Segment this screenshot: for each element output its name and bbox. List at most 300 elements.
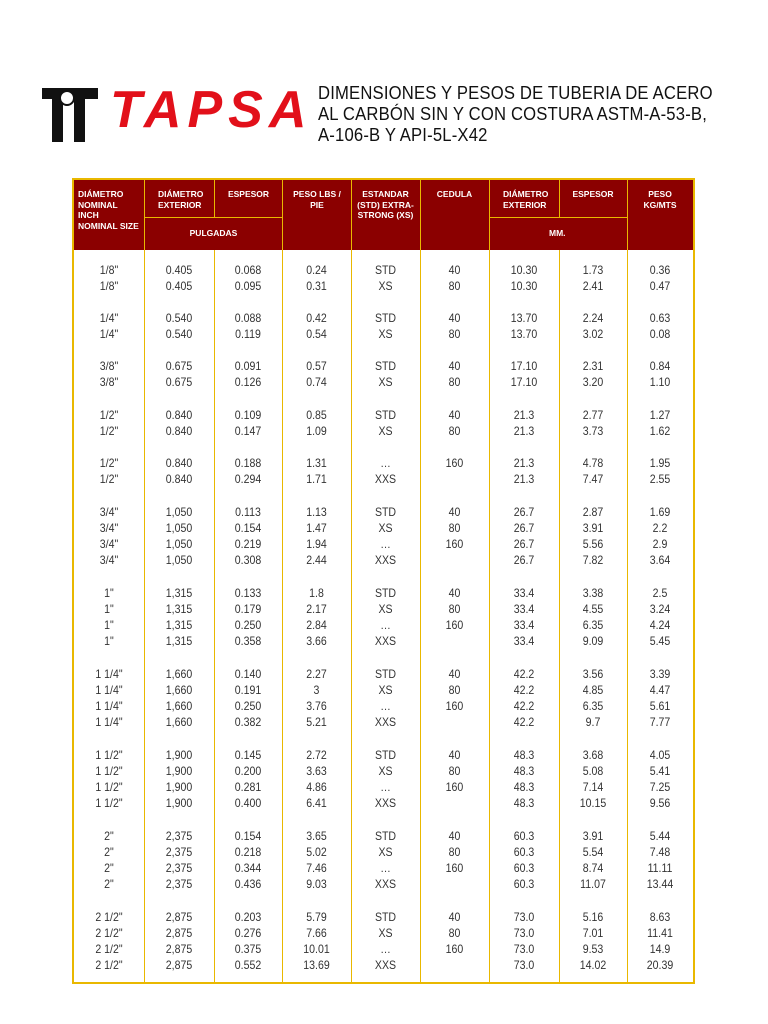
cell-diametro-exterior-mm: 10.30: [510, 279, 538, 293]
cell-diametro-exterior: 2,375: [165, 845, 193, 859]
cell-diametro-exterior-mm: 26.7: [513, 505, 535, 519]
cell-peso-kg: 4.47: [649, 683, 671, 697]
cell-peso-lbs: 2.17: [306, 602, 327, 616]
cell-espesor: 0.281: [234, 780, 262, 794]
cell-peso-kg: 1.62: [649, 424, 671, 438]
cell-nominal-size: 3/4": [99, 553, 119, 567]
table-header: [74, 180, 693, 250]
header-estandar: ESTANDAR (STD) EXTRA- STRONG (XS): [357, 189, 414, 220]
cell-estandar: XXS: [374, 634, 397, 648]
cell-espesor-mm: 4.55: [582, 602, 604, 616]
cell-estandar: XXS: [374, 553, 397, 567]
cell-estandar: …: [380, 537, 391, 551]
cell-diametro-exterior: 1,660: [165, 715, 193, 729]
table-row: [74, 633, 693, 649]
document-title: [318, 82, 714, 145]
cell-estandar: …: [380, 618, 391, 632]
table-row: [74, 471, 693, 487]
table-row: [74, 278, 693, 294]
cell-peso-lbs: 3: [313, 683, 320, 697]
cell-espesor: 0.200: [234, 764, 262, 778]
cell-diametro-exterior-mm: 17.10: [510, 375, 538, 389]
cell-nominal-size: 2": [104, 845, 114, 859]
header-peso-lbs: PESO LBS / PIE: [293, 189, 341, 210]
cell-peso-kg: 5.44: [649, 829, 671, 843]
cell-diametro-exterior-mm: 10.30: [510, 263, 538, 277]
cell-espesor: 0.095: [234, 279, 262, 293]
cell-espesor: 0.552: [234, 958, 262, 972]
cell-peso-kg: 2.55: [649, 472, 671, 486]
pipe-dimensions-table: [72, 178, 695, 984]
cell-peso-lbs: 0.24: [306, 263, 327, 277]
cell-peso-lbs: 0.31: [306, 279, 327, 293]
cell-espesor-mm: 4.85: [582, 683, 604, 697]
cell-estandar: XXS: [374, 472, 397, 486]
cell-espesor-mm: 3.02: [582, 327, 604, 341]
cell-diametro-exterior: 2,875: [165, 942, 193, 956]
table-row: [74, 407, 693, 423]
cell-peso-kg: 3.64: [649, 553, 671, 567]
cell-diametro-exterior: 0.540: [165, 311, 193, 325]
cell-diametro-exterior: 2,875: [165, 910, 193, 924]
cell-cedula: 40: [448, 910, 461, 924]
cell-espesor: 0.344: [234, 861, 262, 875]
header-diametro-exterior-mm: DIÁMETRO EXTERIOR: [503, 189, 549, 210]
cell-nominal-size: 1": [104, 618, 114, 632]
table-row: [74, 504, 693, 520]
cell-diametro-exterior: 2,375: [165, 829, 193, 843]
cell-diametro-exterior: 1,900: [165, 748, 193, 762]
cell-estandar: XS: [378, 279, 393, 293]
cell-diametro-exterior: 0.840: [165, 456, 193, 470]
table-row: [74, 310, 693, 326]
cell-espesor: 0.203: [234, 910, 262, 924]
cell-estandar: XS: [378, 327, 393, 341]
cell-diametro-exterior: 1,315: [165, 634, 193, 648]
cell-peso-kg: 11.11: [647, 861, 673, 875]
cell-peso-kg: 7.48: [649, 845, 671, 859]
cell-diametro-exterior: 1,050: [165, 521, 193, 535]
cell-peso-lbs: 0.54: [306, 327, 327, 341]
table-row: [74, 358, 693, 374]
cell-peso-kg: 0.08: [649, 327, 671, 341]
cell-peso-lbs: 0.85: [306, 408, 327, 422]
tapsa-logo-icon: [42, 84, 102, 142]
cell-peso-lbs: 3.76: [306, 699, 327, 713]
cell-diametro-exterior: 0.540: [165, 327, 193, 341]
cell-espesor-mm: 5.16: [582, 910, 604, 924]
cell-espesor: 0.436: [234, 877, 262, 891]
cell-nominal-size: 2 1/2": [95, 942, 123, 956]
cell-peso-lbs: 1.71: [306, 472, 327, 486]
cell-diametro-exterior: 0.675: [165, 359, 193, 373]
cell-estandar: STD: [374, 586, 397, 600]
cell-espesor: 0.140: [234, 667, 262, 681]
cell-estandar: …: [380, 780, 391, 794]
table-row: [74, 795, 693, 811]
cell-espesor-mm: 6.35: [582, 699, 604, 713]
cell-peso-lbs: 5.79: [306, 910, 327, 924]
cell-espesor: 0.294: [234, 472, 262, 486]
cell-nominal-size: 1 1/2": [95, 764, 123, 778]
cell-espesor: 0.179: [234, 602, 262, 616]
cell-diametro-exterior: 1,050: [165, 537, 193, 551]
cell-peso-lbs: 1.09: [306, 424, 327, 438]
cell-nominal-size: 3/4": [99, 537, 119, 551]
cell-diametro-exterior-mm: 48.3: [513, 780, 535, 794]
cell-diametro-exterior-mm: 60.3: [513, 861, 535, 875]
cell-estandar: XS: [378, 764, 393, 778]
cell-peso-kg: 5.45: [649, 634, 671, 648]
table-row: [74, 536, 693, 552]
cell-espesor: 0.088: [234, 311, 262, 325]
cell-peso-kg: 3.24: [649, 602, 671, 616]
cell-peso-kg: 3.39: [649, 667, 671, 681]
cell-cedula: 80: [448, 279, 461, 293]
cell-peso-lbs: 3.63: [306, 764, 327, 778]
table-row: [74, 326, 693, 342]
table-row: [74, 844, 693, 860]
cell-peso-lbs: 2.44: [306, 553, 327, 567]
cell-espesor: 0.068: [234, 263, 262, 277]
cell-espesor-mm: 14.02: [579, 958, 607, 972]
cell-diametro-exterior: 2,875: [165, 926, 193, 940]
cell-peso-kg: 1.95: [649, 456, 671, 470]
header-espesor: ESPESOR: [227, 189, 270, 199]
cell-estandar: STD: [374, 505, 397, 519]
table-row: [74, 909, 693, 925]
cell-peso-kg: 7.77: [649, 715, 671, 729]
cell-espesor-mm: 3.38: [582, 586, 604, 600]
cell-espesor: 0.154: [234, 521, 262, 535]
cell-diametro-exterior-mm: 42.2: [513, 699, 535, 713]
cell-cedula: 80: [448, 521, 461, 535]
cell-estandar: XS: [378, 375, 393, 389]
cell-nominal-size: 1/4": [99, 311, 119, 325]
cell-peso-lbs: 7.66: [306, 926, 327, 940]
brand-name: TAPSA: [110, 81, 313, 139]
cell-espesor: 0.276: [234, 926, 262, 940]
cell-cedula: 80: [448, 327, 461, 341]
cell-estandar: STD: [374, 667, 397, 681]
cell-espesor: 0.400: [234, 796, 262, 810]
cell-diametro-exterior-mm: 60.3: [513, 877, 535, 891]
cell-espesor: 0.375: [234, 942, 262, 956]
table-row: [74, 601, 693, 617]
cell-peso-kg: 9.56: [649, 796, 671, 810]
cell-espesor: 0.147: [234, 424, 262, 438]
cell-nominal-size: 1/2": [99, 424, 119, 438]
cell-peso-lbs: 1.31: [306, 456, 327, 470]
cell-nominal-size: 1": [104, 602, 114, 616]
cell-nominal-size: 1": [104, 634, 114, 648]
cell-diametro-exterior-mm: 13.70: [510, 327, 538, 341]
cell-espesor: 0.133: [234, 586, 262, 600]
cell-diametro-exterior: 0.840: [165, 472, 193, 486]
cell-cedula: 80: [448, 602, 461, 616]
cell-nominal-size: 2 1/2": [95, 910, 123, 924]
cell-cedula: 40: [448, 505, 461, 519]
cell-peso-kg: 20.39: [646, 958, 674, 972]
table-row: [74, 520, 693, 536]
cell-diametro-exterior-mm: 21.3: [513, 408, 535, 422]
cell-nominal-size: 1 1/2": [95, 796, 123, 810]
cell-diametro-exterior-mm: 33.4: [513, 602, 535, 616]
cell-diametro-exterior-mm: 48.3: [513, 796, 535, 810]
cell-diametro-exterior: 1,660: [165, 667, 193, 681]
cell-cedula: 160: [445, 537, 464, 551]
cell-espesor-mm: 2.31: [582, 359, 604, 373]
cell-cedula: 40: [448, 586, 461, 600]
cell-cedula: 80: [448, 424, 461, 438]
cell-nominal-size: 3/8": [99, 375, 119, 389]
cell-peso-kg: 1.69: [649, 505, 671, 519]
cell-estandar: XXS: [374, 796, 397, 810]
header-nominal-size: DIÁMETRO NOMINAL INCH NOMINAL SIZE: [78, 189, 139, 231]
cell-espesor-mm: 9.7: [585, 715, 601, 729]
header-peso-kg: PESO KG/MTS: [643, 189, 677, 210]
cell-espesor-mm: 1.73: [582, 263, 604, 277]
cell-diametro-exterior-mm: 33.4: [513, 618, 535, 632]
table-row: [74, 925, 693, 941]
cell-espesor: 0.219: [234, 537, 262, 551]
cell-peso-kg: 4.05: [649, 748, 671, 762]
cell-nominal-size: 1/2": [99, 472, 119, 486]
cell-estandar: XXS: [374, 877, 397, 891]
cell-cedula: 80: [448, 375, 461, 389]
cell-peso-lbs: 1.47: [306, 521, 327, 535]
cell-diametro-exterior-mm: 73.0: [513, 942, 535, 956]
cell-peso-kg: 8.63: [649, 910, 671, 924]
cell-nominal-size: 2 1/2": [95, 958, 123, 972]
cell-espesor: 0.113: [235, 505, 261, 519]
cell-diametro-exterior-mm: 26.7: [513, 521, 535, 535]
table-row: [74, 779, 693, 795]
cell-peso-lbs: 0.74: [306, 375, 327, 389]
cell-espesor-mm: 5.56: [582, 537, 604, 551]
table-row: [74, 682, 693, 698]
cell-espesor-mm: 3.56: [582, 667, 604, 681]
cell-cedula: 80: [448, 764, 461, 778]
table-row: [74, 747, 693, 763]
cell-cedula: 80: [448, 683, 461, 697]
cell-peso-kg: 0.63: [649, 311, 671, 325]
cell-nominal-size: 3/8": [99, 359, 119, 373]
table-row: [74, 698, 693, 714]
cell-diametro-exterior-mm: 21.3: [513, 472, 535, 486]
cell-nominal-size: 1/2": [99, 456, 119, 470]
cell-espesor-mm: 9.09: [582, 634, 604, 648]
cell-diametro-exterior-mm: 33.4: [513, 586, 535, 600]
cell-nominal-size: 3/4": [99, 521, 119, 535]
table-row: [74, 763, 693, 779]
table-row: [74, 262, 693, 278]
cell-diametro-exterior: 2,875: [165, 958, 193, 972]
cell-diametro-exterior-mm: 33.4: [513, 634, 535, 648]
cell-espesor: 0.250: [234, 618, 262, 632]
cell-peso-kg: 5.41: [649, 764, 671, 778]
cell-diametro-exterior-mm: 42.2: [513, 683, 535, 697]
table-row: [74, 941, 693, 957]
table-row: [74, 423, 693, 439]
table-row: [74, 876, 693, 892]
cell-cedula: 160: [445, 861, 464, 875]
cell-espesor: 0.091: [234, 359, 262, 373]
cell-estandar: XS: [378, 602, 393, 616]
cell-peso-lbs: 5.02: [306, 845, 327, 859]
cell-nominal-size: 2": [104, 861, 114, 875]
cell-estandar: STD: [374, 359, 397, 373]
cell-peso-kg: 1.27: [649, 408, 671, 422]
cell-espesor-mm: 7.01: [582, 926, 604, 940]
cell-diametro-exterior: 1,660: [165, 699, 193, 713]
cell-espesor-mm: 10.15: [579, 796, 607, 810]
cell-nominal-size: 1 1/2": [95, 780, 123, 794]
header-cedula: CEDULA: [436, 189, 473, 199]
cell-peso-kg: 0.47: [649, 279, 671, 293]
cell-cedula: 160: [445, 618, 464, 632]
cell-cedula: 80: [448, 845, 461, 859]
cell-diametro-exterior: 1,315: [165, 586, 193, 600]
cell-cedula: 40: [448, 408, 461, 422]
cell-nominal-size: 2": [104, 877, 114, 891]
cell-nominal-size: 1/8": [99, 279, 119, 293]
cell-nominal-size: 3/4": [99, 505, 119, 519]
cell-espesor: 0.308: [234, 553, 262, 567]
cell-espesor-mm: 3.91: [582, 521, 604, 535]
cell-nominal-size: 1 1/4": [95, 667, 123, 681]
cell-cedula: 40: [448, 359, 461, 373]
cell-cedula: 40: [448, 667, 461, 681]
cell-estandar: …: [380, 456, 391, 470]
subheader-mm: MM.: [549, 228, 566, 238]
header-espesor-mm: ESPESOR: [572, 189, 614, 199]
cell-espesor: 0.191: [234, 683, 262, 697]
cell-peso-lbs: 5.21: [306, 715, 327, 729]
cell-peso-lbs: 6.41: [306, 796, 327, 810]
cell-estandar: …: [380, 699, 391, 713]
cell-peso-lbs: 10.01: [303, 942, 330, 956]
cell-espesor-mm: 2.77: [582, 408, 604, 422]
cell-estandar: XXS: [374, 715, 397, 729]
cell-peso-kg: 2.2: [652, 521, 668, 535]
cell-diametro-exterior-mm: 13.70: [510, 311, 538, 325]
cell-diametro-exterior-mm: 48.3: [513, 748, 535, 762]
cell-diametro-exterior-mm: 73.0: [513, 958, 535, 972]
header-diametro-exterior: DIÁMETRO EXTERIOR: [158, 189, 204, 210]
table-row: [74, 552, 693, 568]
table-row: [74, 828, 693, 844]
cell-nominal-size: 1/8": [99, 263, 119, 277]
cell-estandar: STD: [374, 263, 397, 277]
cell-nominal-size: 2 1/2": [95, 926, 123, 940]
cell-peso-lbs: 9.03: [306, 877, 327, 891]
cell-peso-lbs: 13.69: [303, 958, 330, 972]
cell-estandar: STD: [374, 311, 397, 325]
cell-espesor-mm: 3.73: [582, 424, 604, 438]
cell-peso-kg: 14.9: [649, 942, 671, 956]
cell-espesor: 0.250: [234, 699, 262, 713]
cell-espesor: 0.126: [234, 375, 262, 389]
cell-espesor-mm: 7.47: [582, 472, 604, 486]
cell-nominal-size: 1 1/2": [95, 748, 123, 762]
cell-diametro-exterior: 1,900: [165, 796, 193, 810]
cell-peso-lbs: 7.46: [306, 861, 327, 875]
cell-espesor-mm: 3.68: [582, 748, 604, 762]
cell-espesor-mm: 6.35: [582, 618, 604, 632]
cell-espesor: 0.109: [234, 408, 262, 422]
cell-estandar: STD: [374, 748, 397, 762]
cell-peso-kg: 1.10: [649, 375, 671, 389]
cell-estandar: STD: [374, 408, 397, 422]
cell-cedula: 160: [445, 456, 464, 470]
cell-espesor: 0.188: [234, 456, 262, 470]
cell-nominal-size: 1/4": [99, 327, 119, 341]
cell-peso-kg: 2.5: [652, 586, 668, 600]
cell-cedula: 40: [448, 311, 461, 325]
cell-peso-lbs: 1.8: [309, 586, 324, 600]
cell-peso-lbs: 4.86: [306, 780, 327, 794]
cell-diametro-exterior: 1,660: [165, 683, 193, 697]
table-row: [74, 455, 693, 471]
cell-peso-lbs: 2.72: [306, 748, 327, 762]
cell-estandar: XS: [378, 683, 393, 697]
cell-peso-kg: 5.61: [649, 699, 671, 713]
cell-nominal-size: 1 1/4": [95, 683, 123, 697]
cell-nominal-size: 1/2": [99, 408, 119, 422]
cell-diametro-exterior-mm: 73.0: [513, 926, 535, 940]
cell-cedula: 80: [448, 926, 461, 940]
cell-peso-kg: 11.41: [647, 926, 673, 940]
cell-peso-kg: 4.24: [649, 618, 671, 632]
cell-diametro-exterior-mm: 26.7: [513, 537, 535, 551]
cell-peso-lbs: 0.57: [306, 359, 327, 373]
table-row: [74, 585, 693, 601]
cell-diametro-exterior-mm: 60.3: [513, 829, 535, 843]
cell-diametro-exterior: 2,375: [165, 877, 193, 891]
cell-espesor-mm: 2.24: [582, 311, 604, 325]
table-row: [74, 617, 693, 633]
cell-diametro-exterior: 1,050: [165, 505, 193, 519]
table-row: [74, 957, 693, 973]
cell-cedula: 40: [448, 748, 461, 762]
cell-nominal-size: 1": [104, 586, 114, 600]
cell-diametro-exterior-mm: 26.7: [513, 553, 535, 567]
cell-estandar: XS: [378, 845, 393, 859]
cell-diametro-exterior: 1,315: [165, 618, 193, 632]
cell-estandar: …: [380, 861, 391, 875]
cell-estandar: STD: [374, 829, 397, 843]
cell-diametro-exterior-mm: 48.3: [513, 764, 535, 778]
cell-espesor-mm: 2.87: [582, 505, 604, 519]
cell-estandar: XXS: [374, 958, 397, 972]
subheader-pulgadas: PULGADAS: [189, 228, 238, 238]
title-line-2: AL CARBÓN SIN Y CON COSTURA ASTM-A-53-B,: [318, 103, 708, 124]
title-line-3: A-106-B Y API-5L-X42: [318, 124, 488, 145]
cell-espesor: 0.382: [234, 715, 262, 729]
cell-peso-lbs: 3.65: [306, 829, 327, 843]
cell-diametro-exterior: 0.675: [165, 375, 193, 389]
cell-peso-kg: 0.36: [649, 263, 671, 277]
cell-peso-kg: 2.9: [652, 537, 668, 551]
cell-diametro-exterior: 0.405: [165, 263, 193, 277]
cell-cedula: 160: [445, 699, 464, 713]
cell-diametro-exterior-mm: 17.10: [510, 359, 538, 373]
cell-espesor-mm: 2.41: [582, 279, 604, 293]
cell-diametro-exterior-mm: 42.2: [513, 667, 535, 681]
cell-peso-kg: 0.84: [649, 359, 671, 373]
table-row: [74, 374, 693, 390]
